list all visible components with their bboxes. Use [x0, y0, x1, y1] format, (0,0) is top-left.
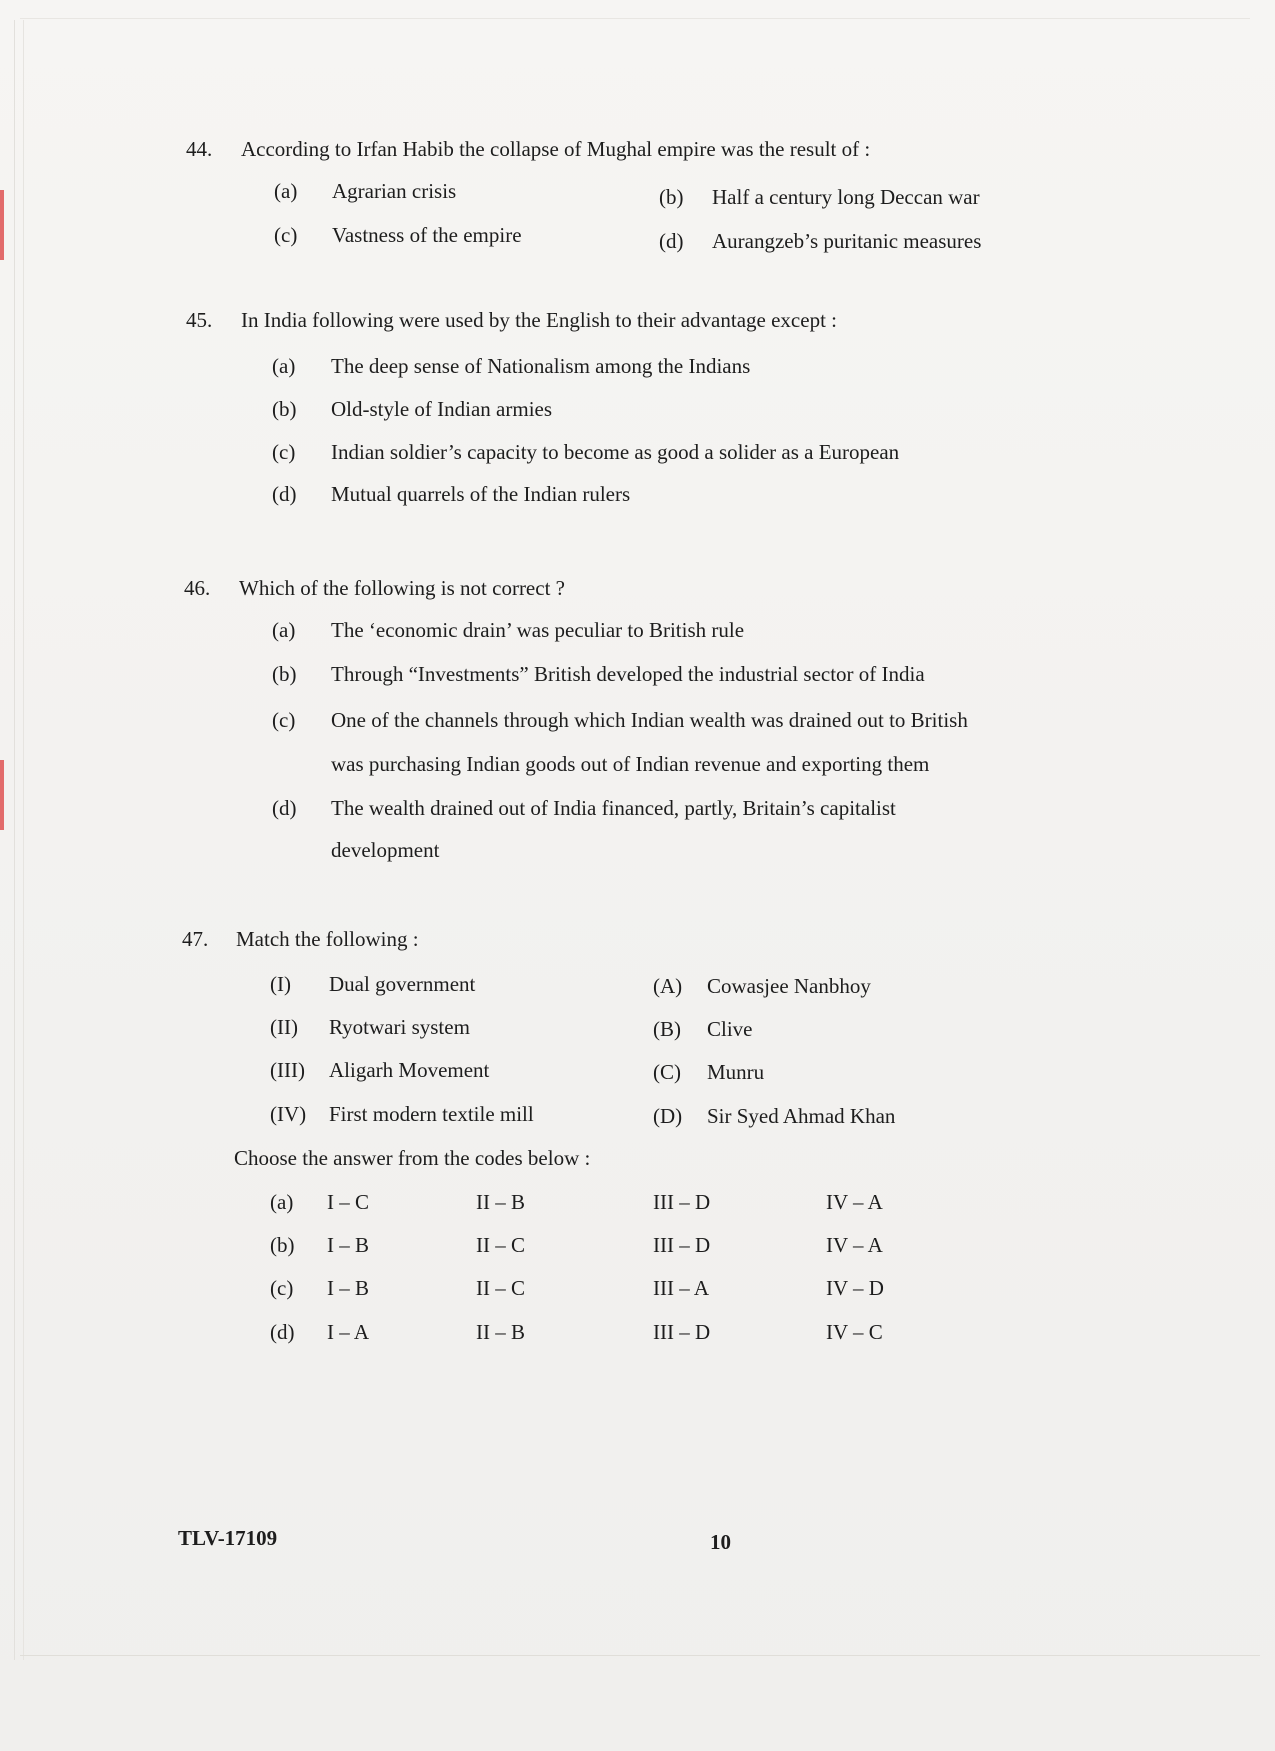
- question-text: Match the following :: [236, 927, 419, 951]
- code-cell: IV – C: [826, 1320, 883, 1344]
- option-label: (d): [272, 482, 297, 506]
- option-text: Aurangzeb’s puritanic measures: [712, 229, 982, 253]
- question-number: 47.: [182, 927, 209, 951]
- paper-code: TLV-17109: [178, 1526, 278, 1550]
- match-right-label: (A): [653, 974, 683, 998]
- code-cell: IV – D: [826, 1276, 884, 1300]
- option-text: Mutual quarrels of the Indian rulers: [331, 482, 631, 506]
- code-cell: IV – A: [826, 1190, 883, 1214]
- question-text: In India following were used by the English to their advantage except :: [241, 308, 837, 332]
- question-number: 44.: [186, 137, 213, 161]
- code-cell: III – D: [653, 1320, 711, 1344]
- match-left-label: (IV): [270, 1102, 307, 1126]
- option-label: (b): [272, 397, 297, 421]
- code-cell: I – B: [327, 1233, 369, 1257]
- code-cell: III – A: [653, 1276, 709, 1300]
- code-cell: I – A: [327, 1320, 369, 1344]
- code-cell: II – C: [476, 1276, 525, 1300]
- option-text: Through “Investments” British developed the industrial sector of India: [331, 662, 925, 686]
- match-right-label: (D): [653, 1104, 683, 1128]
- option-text-line: development: [331, 838, 440, 862]
- match-right-text: Clive: [707, 1017, 753, 1041]
- match-left-label: (II): [270, 1015, 298, 1039]
- page-number: 10: [710, 1530, 731, 1554]
- match-left-text: Dual government: [329, 972, 476, 996]
- option-text: The ‘economic drain’ was peculiar to British rule: [331, 618, 745, 642]
- option-label: (d): [272, 796, 297, 820]
- match-left-label: (I): [270, 972, 291, 996]
- code-cell: II – B: [476, 1190, 525, 1214]
- option-label: (b): [272, 662, 297, 686]
- code-cell: II – C: [476, 1233, 525, 1257]
- option-label: (c): [274, 223, 298, 247]
- codes-intro: Choose the answer from the codes below :: [234, 1146, 591, 1170]
- option-text-line: One of the channels through which Indian wealth was drained out to British: [331, 708, 968, 732]
- question-number: 46.: [184, 576, 211, 600]
- code-cell: I – C: [327, 1190, 369, 1214]
- option-text: The deep sense of Nationalism among the Indians: [331, 354, 751, 378]
- question-number: 45.: [186, 308, 213, 332]
- option-label: (b): [659, 185, 684, 209]
- option-label: (c): [272, 440, 296, 464]
- option-label: (c): [272, 708, 296, 732]
- question-text: According to Irfan Habib the collapse of Mughal empire was the result of :: [241, 137, 871, 161]
- option-text: Half a century long Deccan war: [712, 185, 980, 209]
- match-right-text: Munru: [707, 1060, 765, 1084]
- match-left-label: (III): [270, 1058, 305, 1082]
- code-cell: IV – A: [826, 1233, 883, 1257]
- code-label: (a): [270, 1190, 294, 1214]
- code-cell: I – B: [327, 1276, 369, 1300]
- match-right-label: (C): [653, 1060, 681, 1084]
- code-label: (c): [270, 1276, 294, 1300]
- match-right-text: Sir Syed Ahmad Khan: [707, 1104, 896, 1128]
- match-left-text: Aligarh Movement: [329, 1058, 490, 1082]
- match-right-text: Cowasjee Nanbhoy: [707, 974, 871, 998]
- code-cell: III – D: [653, 1190, 711, 1214]
- option-text: Agrarian crisis: [332, 179, 457, 203]
- option-text: Vastness of the empire: [332, 223, 522, 247]
- option-text: Indian soldier’s capacity to become as good a solider as a European: [331, 440, 900, 464]
- option-text-line: The wealth drained out of India financed, partly, Britain’s capitalist: [331, 796, 896, 820]
- option-text: Old-style of Indian armies: [331, 397, 553, 421]
- option-text-line: was purchasing Indian goods out of Indian revenue and exporting them: [331, 752, 930, 776]
- option-label: (d): [659, 229, 684, 253]
- code-cell: II – B: [476, 1320, 525, 1344]
- option-label: (a): [272, 618, 296, 642]
- match-left-text: Ryotwari system: [329, 1015, 470, 1039]
- code-cell: III – D: [653, 1233, 711, 1257]
- option-label: (a): [272, 354, 296, 378]
- question-text: Which of the following is not correct ?: [239, 576, 565, 600]
- match-right-label: (B): [653, 1017, 681, 1041]
- match-left-text: First modern textile mill: [329, 1102, 534, 1126]
- code-label: (d): [270, 1320, 295, 1344]
- code-label: (b): [270, 1233, 295, 1257]
- option-label: (a): [274, 179, 298, 203]
